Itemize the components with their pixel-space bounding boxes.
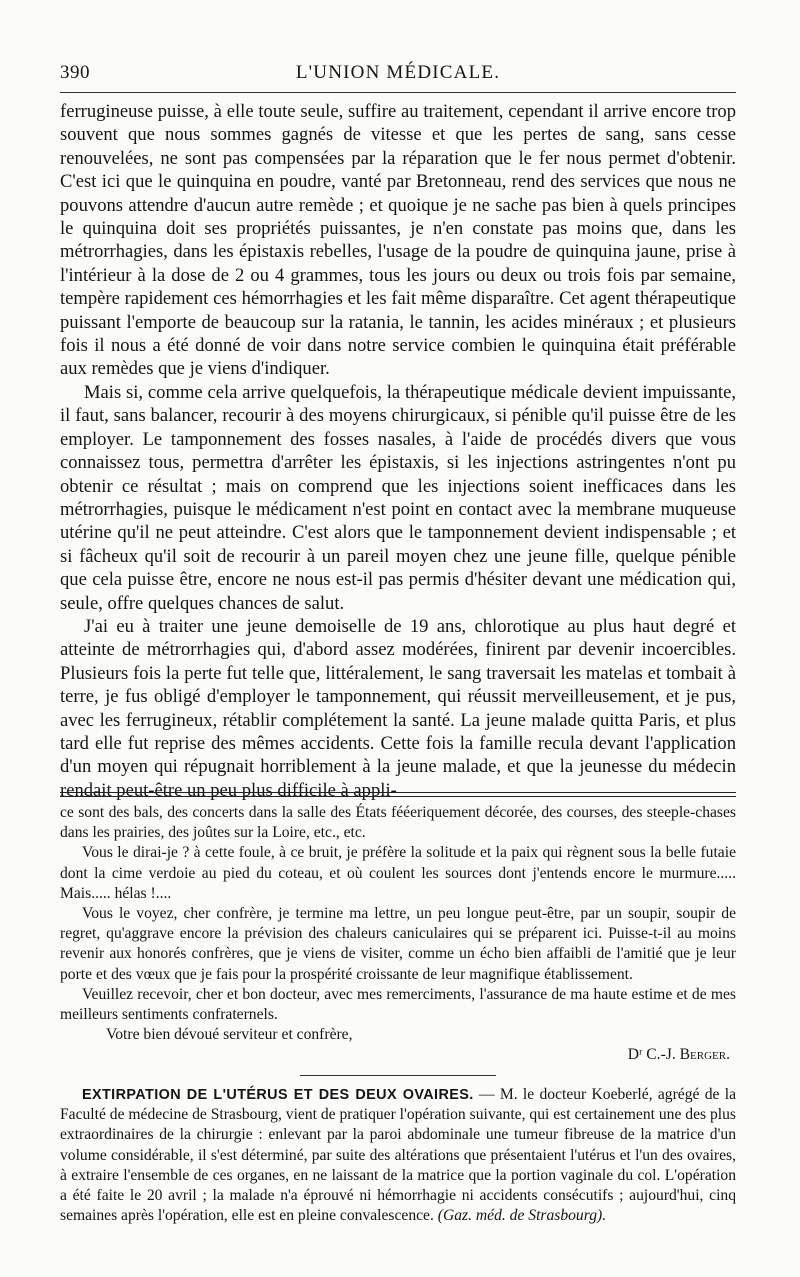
letter-signature <box>60 1045 736 1065</box>
news-source: (Gaz. méd. de Strasbourg). <box>437 1207 607 1225</box>
feuilleton-separator <box>60 792 736 797</box>
page-header <box>60 58 736 88</box>
news-item <box>60 1085 736 1226</box>
closing-line: Votre bien dévoué serviteur et confrère, <box>106 1026 353 1044</box>
news-separator <box>300 1075 496 1076</box>
news-body: — M. le docteur Koeberlé, agrégé de la Faculté de médecine de Strasbourg, vient de pratiquer l'opération suivante, qui est certainement une des plus extraordinaires de la chirurgie : enlevant par la paroi abdominale une tumeur fibreuse de la matrice d'un volume considérable, il s'est déterminé, par suite des altérations que présentaient l'utérus et l'un des ovaires, à extraire l'ensemble de ces organes, en ne laissant de la matrice que la portion vaginale du col. L'opération a été faite le 20 avril ; la malade n'a éprouvé ni hémorrhagie ni accidents consécutifs ; aujourd'hui, cinq semaines après l'opération, elle est en pleine convalescence. <box>60 1086 737 1225</box>
news-paragraph <box>60 1085 736 1226</box>
feuilleton-paragraph: Vous le dirai-je ? à cette foule, à ce bruit, je préfère la solitude et la paix qui règnent sous la belle futaie dont la cime verdoie au pied du coteau, et où coulent les sources dont j'entends encore le murmure..... Mais..... hélas !.... <box>60 844 736 902</box>
signature-name: Berger. <box>679 1046 730 1064</box>
page-number: 390 <box>60 62 90 83</box>
feuilleton-paragraph: Vous le voyez, cher confrère, je termine ma lettre, un peu longue peut-être, par un soupir, soupir de regret, qu'aggrave encore la prévision des chaleurs caniculaires qui se préparent ici. Puisse-t-il au moins revenir aux honorés confrères, que je viens de visiter, comme un écho bien affaibli de l'amitié que je leur porte et des vœux que je fais pour la prospérité croissante de leur magnifique établissement. <box>60 905 736 983</box>
news-title: EXTIRPATION DE L'UTÉRUS ET DES DEUX OVAIRES. <box>82 1087 474 1103</box>
signature-prefix: Dʳ C.-J. <box>627 1046 680 1064</box>
main-paragraph: J'ai eu à traiter une jeune demoiselle de 19 ans, chlorotique au plus haut degré et atteinte de métrorrhagies qui, d'abord assez modérées, finirent par devenir incoercibles. Plusieurs fois la perte fut telle que, littéralement, le sang traversait les matelas et tombait à terre, je fus obligé d'employer le tamponnement, qui réussit merveilleusement, et je pus, avec les ferrugineux, rétablir complétement la santé. La jeune malade quitta Paris, et plus tard elle fut reprise des mêmes accidents. Cette fois la famille recula devant l'application d'un moyen qui répugnait horriblement à la jeune malade, et que la jeunesse du médecin rendait peut-être un peu plus difficile à appli- <box>60 615 736 801</box>
main-article <box>60 100 736 802</box>
feuilleton-paragraph: Veuillez recevoir, cher et bon docteur, avec mes remerciments, l'assurance de ma haute estime et de mes meilleurs sentiments confraternels. <box>60 985 736 1024</box>
feuilleton-letter <box>60 803 736 1066</box>
running-title: L'UNION MÉDICALE. <box>295 62 501 83</box>
main-paragraph: ferrugineuse puisse, à elle toute seule, suffire au traitement, cependant il arrive encore trop souvent que nous sommes gagnés de vitesse et que les pertes de sang, sans cesse renouvelées, ne sont pas compensées par la réparation que le fer nous permet d'obtenir. C'est ici que le quinquina en poudre, vanté par Bretonneau, rend des services que nous ne pouvons attendre d'aucun autre remède ; et quoique je ne sache pas bien à quels principes le quinquina doit ses propriétés puissantes, je n'en constate pas moins que, dans les métrorrhagies, dans les épistaxis rebelles, l'usage de la poudre de quinquina jaune, prise à l'intérieur à la dose de 2 ou 4 grammes, tous les jours ou deux ou trois fois par semaine, tempère rapidement ces hémorrhagies et les fait même disparaître. Cet agent thérapeutique puissant l'emporte de beaucoup sur la ratania, le tannin, les acides minéraux ; et plusieurs fois il nous a été donné de voir dans notre service combien le quinquina était préférable aux remèdes que je viens d'indiquer. <box>60 101 736 380</box>
main-paragraph: Mais si, comme cela arrive quelquefois, la thérapeutique médicale devient impuissante, il faut, sans balancer, recourir à des moyens chirurgicaux, si pénible qu'il puisse être de les employer. Le tamponnement des fosses nasales, à l'aide de procédés divers que vous connaissez tous, permettra d'arrêter les épistaxis, si les injections astringentes n'ont pu obtenir ce résultat ; mais on comprend que les injections soient inefficaces dans les métrorrhagies, puisque le médicament n'est point en contact avec la membrane muqueuse utérine qu'il ne peut atteindre. C'est alors que le tamponnement devient indispensable ; et si fâcheux qu'il soit de recourir à un pareil moyen chez une jeune fille, quelque pénible que cela puisse être, encore ne nous est-il pas permis d'hésiter devant une médication qui, seule, offre quelques chances de salut. <box>60 381 736 614</box>
header-rule <box>60 92 736 93</box>
feuilleton-paragraph: ce sont des bals, des concerts dans la salle des États fééeriquement décorée, des courses, des steeple-chases dans les prairies, des joûtes sur la Loire, etc., etc. <box>60 804 736 842</box>
